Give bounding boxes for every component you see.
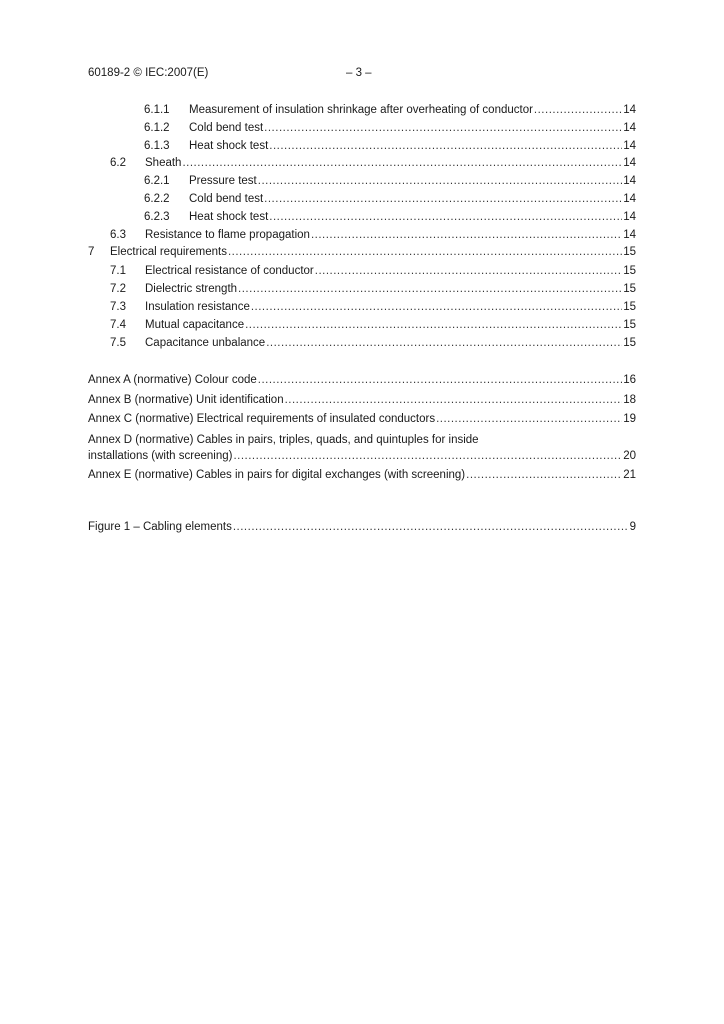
toc-number: 7.1 — [110, 265, 126, 277]
annex-title: Annex E (normative) Cables in pairs for digital exchanges (with screening) — [88, 469, 466, 481]
dot-leader — [264, 120, 622, 136]
toc-title: Insulation resistance — [145, 301, 250, 313]
toc-entry[interactable] — [144, 209, 636, 225]
toc-entry[interactable] — [110, 263, 636, 279]
toc-title: Cold bend test — [189, 193, 264, 205]
toc-page: 14 — [623, 157, 636, 169]
dot-leader — [269, 209, 622, 225]
annex-entry[interactable] — [88, 432, 636, 464]
toc-page: 15 — [623, 337, 636, 349]
toc-title: Dielectric strength — [145, 283, 238, 295]
toc-title: Capacitance unbalance — [145, 337, 266, 349]
toc-entry[interactable] — [144, 102, 636, 118]
dot-leader — [534, 102, 622, 118]
annex-entry[interactable] — [88, 411, 636, 427]
toc-title: Sheath — [145, 157, 182, 169]
dot-leader — [264, 191, 622, 207]
dot-leader — [182, 155, 622, 171]
toc-page: 14 — [623, 122, 636, 134]
annex-title: Annex B (normative) Unit identification — [88, 394, 284, 406]
dot-leader — [228, 244, 622, 260]
toc-page: 14 — [623, 193, 636, 205]
annex-entry[interactable] — [88, 392, 636, 408]
toc-entry[interactable] — [144, 191, 636, 207]
toc-page: 14 — [623, 229, 636, 241]
toc-entry[interactable] — [110, 281, 636, 297]
toc-number: 6.2.1 — [144, 175, 170, 187]
dot-leader — [285, 392, 623, 408]
toc-page: 14 — [623, 211, 636, 223]
toc-entry[interactable] — [110, 317, 636, 333]
toc-title: Measurement of insulation shrinkage after overheating of conductor — [189, 104, 533, 116]
dot-leader — [258, 173, 622, 189]
toc-title: Electrical requirements — [110, 246, 227, 258]
toc-title: Heat shock test — [189, 211, 269, 223]
toc-number: 6.1.3 — [144, 140, 170, 152]
annex-entry[interactable] — [88, 372, 636, 388]
toc-number: 7 — [88, 246, 95, 258]
toc-title: Cold bend test — [189, 122, 264, 134]
toc-number: 6.3 — [110, 229, 126, 241]
toc-entry[interactable] — [110, 155, 636, 171]
toc-title: Electrical resistance of conductor — [145, 265, 314, 277]
figure-title: Figure 1 – Cabling elements — [88, 521, 232, 533]
toc-title: Mutual capacitance — [145, 319, 245, 331]
toc-entry[interactable] — [88, 244, 636, 260]
figure-page: 9 — [629, 521, 636, 533]
toc-number: 7.2 — [110, 283, 126, 295]
toc-page: 15 — [623, 283, 636, 295]
toc-title: Resistance to flame propagation — [145, 229, 310, 241]
toc-number: 6.2.2 — [144, 193, 170, 205]
figure-entry[interactable] — [88, 519, 636, 535]
toc-entry[interactable] — [144, 173, 636, 189]
toc-number: 6.1.2 — [144, 122, 170, 134]
dot-leader — [238, 281, 622, 297]
toc-number: 7.4 — [110, 319, 126, 331]
annex-title: Annex A (normative) Colour code — [88, 374, 257, 386]
toc-page: 15 — [623, 301, 636, 313]
dot-leader — [233, 448, 622, 464]
toc-page: 15 — [623, 246, 636, 258]
toc-entry[interactable] — [110, 299, 636, 315]
toc-entry[interactable] — [110, 335, 636, 351]
document-id: 60189-2 © IEC:2007(E) — [88, 67, 209, 79]
dot-leader — [436, 411, 622, 427]
toc-entry[interactable] — [144, 138, 636, 154]
toc-number: 7.5 — [110, 337, 126, 349]
dot-leader — [266, 335, 622, 351]
annex-entry[interactable] — [88, 467, 636, 483]
toc-title: Heat shock test — [189, 140, 269, 152]
page-number: – 3 – — [346, 67, 372, 79]
toc-page: 15 — [623, 319, 636, 331]
annex-page: 20 — [623, 450, 636, 462]
dot-leader — [251, 299, 622, 315]
page-header — [88, 67, 636, 83]
dot-leader — [311, 227, 622, 243]
dot-leader — [245, 317, 622, 333]
annex-page: 19 — [623, 413, 636, 425]
toc-page: 15 — [623, 265, 636, 277]
toc-entry[interactable] — [110, 227, 636, 243]
toc-page: 14 — [623, 175, 636, 187]
toc-number: 7.3 — [110, 301, 126, 313]
dot-leader — [315, 263, 622, 279]
dot-leader — [233, 519, 629, 535]
toc-entry[interactable] — [144, 120, 636, 136]
annex-title: Annex C (normative) Electrical requirements of insulated conductors — [88, 413, 436, 425]
annex-page: 21 — [623, 469, 636, 481]
toc-title: Pressure test — [189, 175, 257, 187]
annex-title-line1: Annex D (normative) Cables in pairs, triples, quads, and quintuples for inside — [88, 434, 479, 446]
annex-page: 16 — [623, 374, 636, 386]
dot-leader — [258, 372, 622, 388]
dot-leader — [269, 138, 622, 154]
toc-number: 6.2.3 — [144, 211, 170, 223]
annex-title-line2: installations (with screening) — [88, 450, 233, 462]
annex-page: 18 — [623, 394, 636, 406]
toc-page: 14 — [623, 140, 636, 152]
toc-number: 6.1.1 — [144, 104, 170, 116]
dot-leader — [466, 467, 622, 483]
toc-number: 6.2 — [110, 157, 126, 169]
toc-page: 14 — [623, 104, 636, 116]
